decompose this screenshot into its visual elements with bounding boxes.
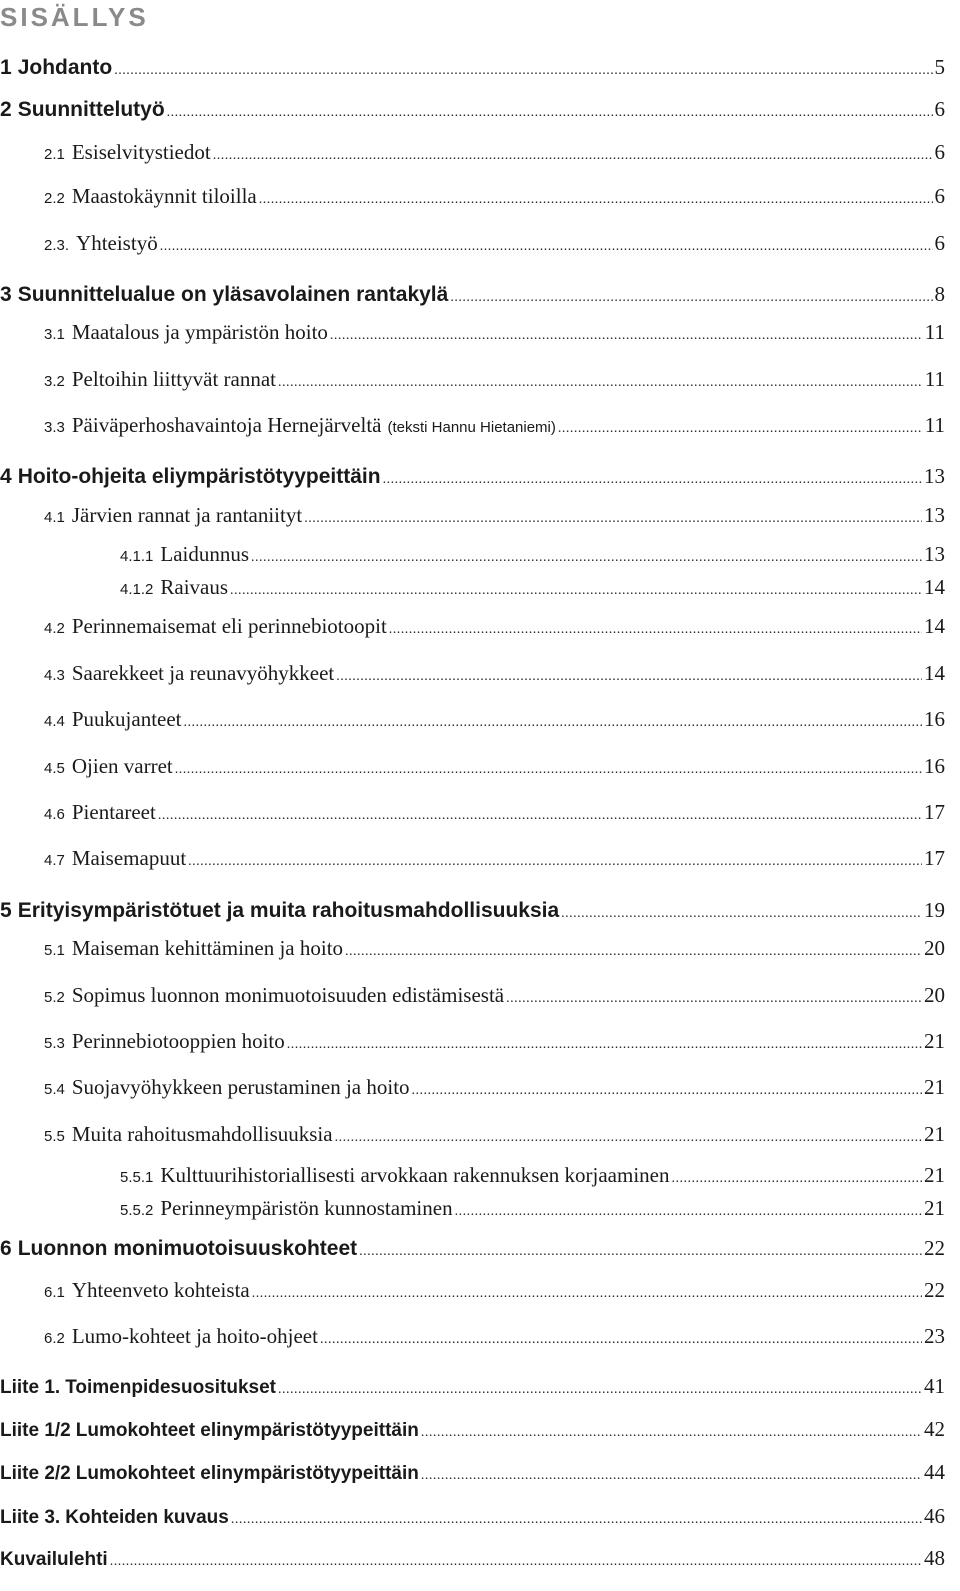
toc-entry-number: 4.7: [44, 852, 65, 869]
dot-leader: [506, 991, 922, 1007]
toc-entry[interactable]: [0, 1460, 945, 1490]
toc-entry[interactable]: [120, 575, 945, 605]
toc-entry-page-number: 21: [924, 1122, 945, 1146]
toc-entry[interactable]: [0, 1546, 945, 1576]
toc-entry-title: Kuvailulehti: [0, 1549, 108, 1570]
toc-entry-title: Perinneympäristön kunnostaminen: [160, 1196, 453, 1220]
toc-entry-page-number: 6: [934, 231, 945, 255]
dot-leader: [110, 1554, 922, 1570]
toc-entry-page-number: 6: [934, 97, 945, 121]
toc-entry[interactable]: [44, 413, 945, 443]
toc-entry[interactable]: [120, 1163, 945, 1193]
toc-entry-number: 4.1: [44, 509, 65, 526]
toc-entry-page-number: 21: [924, 1196, 945, 1220]
toc-entry-page-number: 19: [924, 898, 945, 922]
toc-entry-title: Puukujanteet: [71, 707, 182, 731]
toc-entry[interactable]: [44, 846, 945, 876]
toc-entry-title: Lumo-kohteet ja hoito-ohjeet: [71, 1324, 318, 1348]
toc-entry[interactable]: [120, 1196, 945, 1226]
toc-entry-number: 1: [0, 56, 12, 79]
toc-entry-page-number: 13: [924, 464, 945, 488]
toc-entry[interactable]: [44, 754, 945, 784]
toc-entry-page-number: 21: [924, 1163, 945, 1187]
dot-leader: [287, 1037, 922, 1053]
toc-entry[interactable]: [44, 1122, 945, 1152]
toc-entry-title: Maiseman kehittäminen ja hoito: [71, 936, 344, 960]
toc-entry-page-number: 48: [924, 1546, 945, 1570]
toc-entry-title: Perinnebiotooppien hoito: [71, 1029, 285, 1053]
toc-entry-number: Liite 1.: [0, 1377, 61, 1398]
dot-leader: [421, 1425, 922, 1441]
toc-entry-title: Pientareet: [71, 800, 156, 824]
toc-entry-page-number: 42: [924, 1417, 945, 1441]
toc-entry-title: Esiselvitystiedot: [71, 140, 211, 164]
toc-entry-title: Peltoihin liittyvät rannat: [71, 367, 276, 391]
toc-entry-title: Lumokohteet elinympäristötyypeittäin: [75, 1420, 419, 1441]
toc-entry-title: Yhteistyö: [76, 231, 158, 255]
dot-leader: [561, 906, 922, 922]
toc-entry[interactable]: [0, 282, 945, 312]
toc-entry[interactable]: [44, 1324, 945, 1354]
dot-leader: [421, 1468, 922, 1484]
toc-entry[interactable]: [44, 140, 945, 170]
toc-entry-title: Maisemapuut: [71, 846, 187, 870]
toc-entry-number: 5.5.2: [120, 1202, 154, 1219]
dot-leader: [230, 583, 922, 599]
toc-entry-title: Erityisympäristötuet ja muita rahoitusmahdollisuuksia: [17, 899, 560, 922]
toc-entry-page-number: 14: [924, 661, 945, 685]
toc-entry-page-number: 41: [924, 1374, 945, 1398]
toc-entry-number: 4.2: [44, 620, 65, 637]
dot-leader: [184, 715, 922, 731]
dot-leader: [252, 1286, 922, 1302]
toc-entry-title: Laidunnus: [160, 542, 250, 566]
dot-leader: [335, 1130, 922, 1146]
toc-entry-title: Maastokäynnit tiloilla: [71, 184, 257, 208]
toc-entry-page-number: 14: [924, 575, 945, 599]
toc-entry-title: Suunnittelualue on yläsavolainen rantakylä: [17, 283, 449, 306]
toc-entry-title: Hoito-ohjeita eliympäristötyypeittäin: [17, 465, 381, 488]
toc-entry-number: Liite 3.: [0, 1507, 61, 1528]
toc-entry-page-number: 21: [924, 1029, 945, 1053]
dot-leader: [455, 1204, 922, 1220]
toc-entry-title: Kulttuurihistoriallisesti arvokkaan rakennuksen korjaaminen: [160, 1163, 670, 1187]
dot-leader: [167, 105, 933, 121]
toc-entry-number: 2: [0, 98, 12, 121]
toc-entry-page-number: 16: [924, 707, 945, 731]
toc-entry-title: Kohteiden kuvaus: [65, 1507, 229, 1528]
toc-entry-page-number: 44: [924, 1460, 945, 1484]
dot-leader: [412, 1083, 922, 1099]
toc-entry-number: 2.3.: [44, 237, 70, 254]
toc-entry-page-number: 20: [924, 936, 945, 960]
toc-entry-number: 5.4: [44, 1081, 65, 1098]
toc-entry-number: 3.3: [44, 419, 65, 436]
toc-entry-title: Suunnittelutyö: [17, 98, 165, 121]
dot-leader: [158, 808, 922, 824]
toc-entry-number: 5: [0, 899, 12, 922]
toc-entry[interactable]: [44, 503, 945, 533]
toc-entry[interactable]: [44, 983, 945, 1013]
toc-entry-title: Saarekkeet ja reunavyöhykkeet: [71, 661, 335, 685]
toc-entry[interactable]: [120, 542, 945, 572]
toc-entry-page-number: 11: [924, 413, 945, 437]
toc-entry[interactable]: [0, 1504, 945, 1534]
dot-leader: [383, 472, 922, 488]
toc-entry-title: Järvien rannat ja rantaniityt: [71, 503, 303, 527]
dot-leader: [278, 1382, 922, 1398]
toc-entry[interactable]: [44, 707, 945, 737]
dot-leader: [304, 511, 922, 527]
toc-entry-page-number: 13: [924, 503, 945, 527]
toc-entry-number: 6.2: [44, 1330, 65, 1347]
dot-leader: [345, 944, 922, 960]
dot-leader: [231, 1512, 922, 1528]
toc-entry-title: Sopimus luonnon monimuotoisuuden edistämisestä: [71, 983, 505, 1007]
toc-entry-number: 4.6: [44, 806, 65, 823]
toc-entry-note: (teksti Hannu Hietaniemi): [387, 419, 556, 436]
toc-entry-title: Perinnemaisemat eli perinnebiotoopit: [71, 614, 387, 638]
toc-entry-title: Johdanto: [17, 56, 113, 79]
toc-entry-page-number: 8: [934, 282, 945, 306]
toc-entry-number: 4.1.2: [120, 581, 154, 598]
toc-entry-number: 6: [0, 1237, 12, 1260]
toc-entry[interactable]: [44, 1029, 945, 1059]
toc-entry[interactable]: [44, 800, 945, 830]
toc-entry[interactable]: [44, 1278, 945, 1308]
toc-entry-page-number: 22: [924, 1278, 945, 1302]
toc-entry-title: Toimenpidesuositukset: [65, 1377, 276, 1398]
toc-entry-page-number: 46: [924, 1504, 945, 1528]
toc-entry-number: 2.1: [44, 146, 65, 163]
dot-leader: [359, 1244, 922, 1260]
toc-entry[interactable]: [44, 367, 945, 397]
toc-entry[interactable]: [44, 936, 945, 966]
toc-entry-page-number: 20: [924, 983, 945, 1007]
dot-leader: [278, 375, 923, 391]
dot-leader: [160, 239, 933, 255]
toc-entry[interactable]: [44, 320, 945, 350]
dot-leader: [558, 421, 923, 437]
toc-entry[interactable]: [44, 614, 945, 644]
toc-entry-title: Raivaus: [160, 575, 229, 599]
toc-entry-page-number: 5: [934, 55, 945, 79]
toc-entry-title: Päiväperhoshavaintoja Hernejärveltä: [71, 413, 382, 437]
toc-entry-number: 5.1: [44, 942, 65, 959]
toc-entry-title: Lumokohteet elinympäristötyypeittäin: [75, 1463, 419, 1484]
toc-entry-title: Yhteenveto kohteista: [71, 1278, 250, 1302]
toc-entry[interactable]: [0, 1374, 945, 1404]
toc-entry-title: Ojien varret: [71, 754, 173, 778]
dot-leader: [114, 63, 932, 79]
toc-entry[interactable]: [44, 231, 945, 261]
toc-entry-number: 6.1: [44, 1284, 65, 1301]
dot-leader: [175, 762, 922, 778]
toc-entry-number: 2.2: [44, 190, 65, 207]
toc-entry-title: Suojavyöhykkeen perustaminen ja hoito: [71, 1075, 410, 1099]
dot-leader: [389, 622, 922, 638]
toc-entry-page-number: 13: [924, 542, 945, 566]
toc-entry[interactable]: [0, 1236, 945, 1266]
toc-entry-page-number: 21: [924, 1075, 945, 1099]
dot-leader: [188, 854, 922, 870]
toc-entry-number: 5.2: [44, 989, 65, 1006]
toc-entry-number: Liite 2/2: [0, 1463, 71, 1484]
toc-entry-number: 4.1.1: [120, 548, 154, 565]
toc-entry-page-number: 22: [924, 1236, 945, 1260]
toc-entry-number: 4: [0, 465, 12, 488]
toc-entry-page-number: 17: [924, 846, 945, 870]
toc-entry[interactable]: [0, 464, 945, 494]
toc-entry-page-number: 16: [924, 754, 945, 778]
toc-entry-number: 5.5: [44, 1128, 65, 1145]
toc-entry-number: Liite 1/2: [0, 1420, 71, 1441]
toc-entry[interactable]: [0, 55, 945, 85]
toc-entry-number: 5.5.1: [120, 1169, 154, 1186]
toc-entry-number: 4.5: [44, 760, 65, 777]
dot-leader: [320, 1332, 922, 1348]
toc-entry[interactable]: [0, 1417, 945, 1447]
toc-entry[interactable]: [44, 184, 945, 214]
toc-entry-page-number: 17: [924, 800, 945, 824]
toc-entry-page-number: 11: [924, 320, 945, 344]
toc-entry[interactable]: [44, 661, 945, 691]
dot-leader: [330, 328, 923, 344]
dot-leader: [672, 1171, 923, 1187]
toc-entry[interactable]: [44, 1075, 945, 1105]
toc-entry-title: Maatalous ja ympäristön hoito: [71, 320, 328, 344]
toc-entry-page-number: 6: [934, 140, 945, 164]
dot-leader: [251, 550, 922, 566]
toc-entry-title: Muita rahoitusmahdollisuuksia: [71, 1122, 333, 1146]
toc-entry[interactable]: [0, 898, 945, 928]
toc-entry-number: 3.1: [44, 326, 65, 343]
toc-entry-number: 4.3: [44, 667, 65, 684]
dot-leader: [213, 148, 933, 164]
toc-heading: SISÄLLYS: [0, 2, 149, 32]
dot-leader: [259, 192, 933, 208]
toc-entry[interactable]: [0, 97, 945, 127]
toc-entry-number: 4.4: [44, 713, 65, 730]
toc-entry-page-number: 6: [934, 184, 945, 208]
dot-leader: [450, 290, 932, 306]
toc-entry-title: Luonnon monimuotoisuuskohteet: [17, 1237, 358, 1260]
dot-leader: [336, 669, 922, 685]
toc-entry-page-number: 11: [924, 367, 945, 391]
toc-entry-page-number: 14: [924, 614, 945, 638]
toc-entry-number: 3.2: [44, 373, 65, 390]
toc-entry-number: 3: [0, 283, 12, 306]
toc-entry-number: 5.3: [44, 1035, 65, 1052]
toc-entry-page-number: 23: [924, 1324, 945, 1348]
